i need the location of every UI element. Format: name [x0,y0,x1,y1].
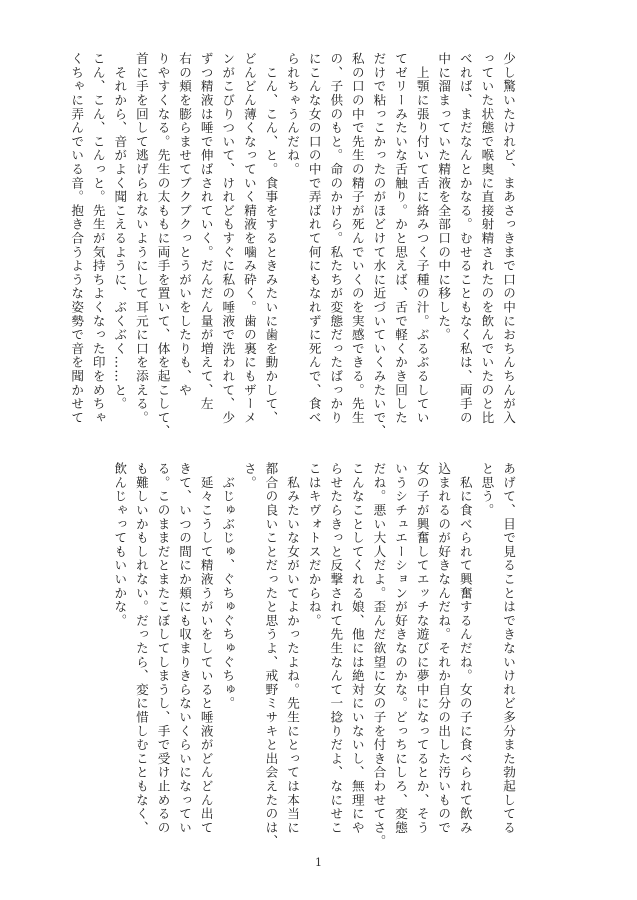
page-number: 1 [315,856,322,869]
upper-vertical-text: 少し驚いたけれど、まあさっきまで口の中におちんちんが入 っていた状態で喉奥に直接射精されたのを飲んでいたのと比 べれば、まだなんとかなる。むせることもなく私は、両手の 中に溜まっていた精液を全部口の中に移した。 上顎に張り付いて舌に絡みつく子種の汁。ぶるぶるしてい てゼリーみたいな舌触り。かと思えば、舌で軽くかき回した だけで粘っこかったのがほどけて水に近づいていくみたいで、 私の口の中で先生の精子が死んでいくのを実感できる。先生 の、子供のもと。命のかけら。私たちが変態だったばっかり にこんな女の口の中で弄ばれて何にもなれずに死んで、食べ られちゃうんだね。 こん、こん、と。食事をするときみたいに歯を動かして、 どんどん薄くなっていく精液を噛み砕く。歯の裏にもザーメ ンがこびりついて、けれどもすぐに私の唾液で洗われて、少 ずつ精液は唾で伸ばされていく。だんだん量が増えて、左 右の頬を膨らませてブクブクっとうがいをしたりも、や りやすくなる。先生の太ももに両手を置いて、体を起こして、 首に手を回して逃げられないようにして耳元に口を添える。 それから、音がよく聞こえるように、ぶくぶく……と。 こん、こん、こんっと。先生が気持ちよくなった印をめちゃ くちゃに弄んでいる音。抱き合うような姿勢で音を聞かせて [69,52,516,439]
upper-text-block [69,52,519,439]
lower-vertical-text: あげて、目で見ることはできないけれど多分また勃起してる と思う。 私に食べられて興奮するんだね。女の子に食べられて飲み 込まれるのが好きなんだね。それか自分の出した汚いもので 女の子が興奮してエッチな遊びに夢中になってるとか、そう いうシチュエーションが好きなのかな。どっちにしろ、変態 だね。悪い大人だよ。歪んだ欲望に女の子を付き合わせてさ。 こんなことしてくれる娘、他には絶対にいないし、無理にや らせたらきっと反撃されて先生なんて一捻りだよ、なにせこ こはキヴォトスだからね。 私みたいな女がいてよかったよね。先生にとっては本当に 都合の良いことだったと思うよ、戒野ミサキと出会えたのは、 さ。 ぶじゅぶじゅ、ぐちゅぐちゅぐちゅ。 延々こうして精液うがいをしていると唾液がどんどん出て きて、いつの間にか頬にも収まりきらないくらいになってい る。このままだとまたこぼしてしまうし、手で受け止めるの も難しいかもしれない。だったら、変に惜しむこともなく、 飲んじゃってもいいかな。 [112,462,516,849]
lower-text-block [112,462,519,849]
